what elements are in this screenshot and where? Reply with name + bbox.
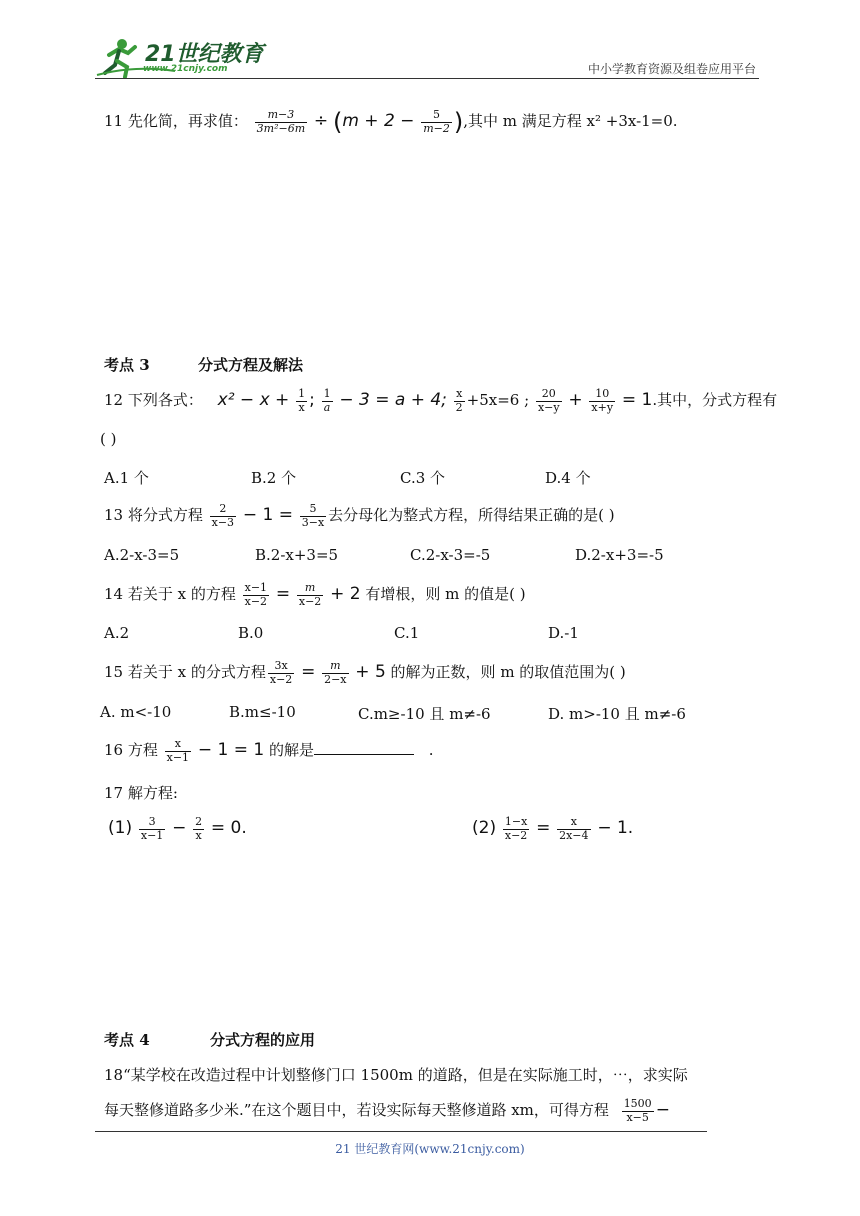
q13-option-d: D.2-x+3=-5: [575, 546, 664, 564]
q13-option-a: A.2-x-3=5: [104, 546, 180, 564]
q11-expr: m + 2 −: [342, 111, 415, 131]
site-tagline: 中小学教育资源及组卷应用平台: [587, 62, 756, 76]
question-18: 每天整修道路多少米.”在这个题目中，若设实际每天整修道路 xm，可得方程 $\frac{1500}{x-5}$ −: [104, 1097, 670, 1124]
question-13: 13 将分式方程 $\frac{2}{x-3}$ − 1 = $\frac{5}{3-x}$ 去分母化为整式方程，所得结果正确的是( ): [104, 502, 615, 529]
site-logo: [95, 35, 270, 79]
section-4-title: 分式方程的应用: [210, 1031, 316, 1049]
q11-fraction-1: $\frac{m-3}{\text{3m²−6m}}$: [256, 107, 306, 135]
q15-option-a: A. m<-10: [100, 703, 172, 721]
q12-option-a: A.1 个: [104, 469, 149, 487]
question-12: 12 下列各式： x² − x + $\frac{1}{x}$ ; $\frac{1}{a}$ − 3 = a + 4; $\frac{x}{2}$ +5x=6 ; $\frac{20}{x-y}$ + $\frac{10}{x+y}$ = 1.其中，分式方程有: [104, 387, 778, 414]
q16-answer-blank[interactable]: [314, 740, 414, 755]
q15-option-d: D. m>-10 且 m≠-6: [548, 705, 686, 723]
q14-option-c: C.1: [394, 624, 420, 642]
section-4-label: 考点 4: [104, 1031, 150, 1049]
q12-answer-paren: ( ): [100, 430, 117, 448]
q17-part-1: (1) $\frac{3}{x-1}$ − $\frac{2}{x}$ = 0.: [108, 815, 247, 842]
logo-text: 21世纪教育: [145, 42, 264, 67]
logo-url: www.21cnjy.com: [143, 64, 228, 74]
question-17: 17 解方程:: [104, 784, 178, 802]
section-3-title: 分式方程及解法: [198, 356, 304, 374]
question-14: 14 若关于 x 的方程 $\frac{x-1}{x-2}$ = $\frac{m}{x-2}$ + 2 有增根，则 m 的值是( ): [104, 581, 526, 608]
q13-option-c: C.2-x-3=-5: [410, 546, 491, 564]
q14-option-a: A.2: [104, 624, 130, 642]
section-3-label: 考点 3: [104, 356, 150, 374]
q12-option-b: B.2 个: [251, 469, 297, 487]
q14-option-d: D.-1: [548, 624, 579, 642]
q12-option-d: D.4 个: [545, 469, 591, 487]
q15-option-b: B.m≤-10: [229, 703, 296, 721]
q14-option-b: B.0: [238, 624, 264, 642]
q12-option-c: C.3 个: [400, 469, 446, 487]
q15-option-c: C.m≥-10 且 m≠-6: [358, 705, 491, 723]
question-16: 16 方程 $\frac{x}{x-1}$ − 1 = 1 的解是 .: [104, 737, 434, 764]
footer-text: 21 世纪教育网(www.21cnjy.com): [335, 1142, 525, 1156]
question-15: 15 若关于 x 的分式方程 $\frac{3x}{x-2}$ = $\frac{m}{2-x}$ + 5 的解为正数，则 m 的取值范围为( ): [104, 659, 626, 686]
q11-divide: ÷: [313, 111, 329, 131]
q11-fraction-2: $\frac{5}{m-2}$: [423, 107, 450, 135]
header-rule: [95, 78, 759, 79]
footer-rule: [95, 1131, 707, 1132]
q18-line-1: 18“某学校在改造过程中计划整修门口 1500m 的道路，但是在实际施工时，⋯，求实际: [104, 1066, 688, 1084]
q13-option-b: B.2-x+3=5: [255, 546, 339, 564]
q17-part-2: (2) $\frac{1-x}{x-2}$ = $\frac{x}{2x-4}$ − 1.: [472, 815, 634, 842]
q11-suffix: ,其中 m 满足方程 x² +3x-1=0.: [463, 112, 678, 130]
question-11: 11 先化简，再求值： $\frac{m-3}{\text{3m²−6m}}$ ÷ (m + 2 − $\frac{5}{m-2}$ ),其中 m 满足方程 x² +3x-1=0.: [104, 107, 678, 136]
q11-prefix: 11 先化简，再求值：: [104, 112, 248, 130]
